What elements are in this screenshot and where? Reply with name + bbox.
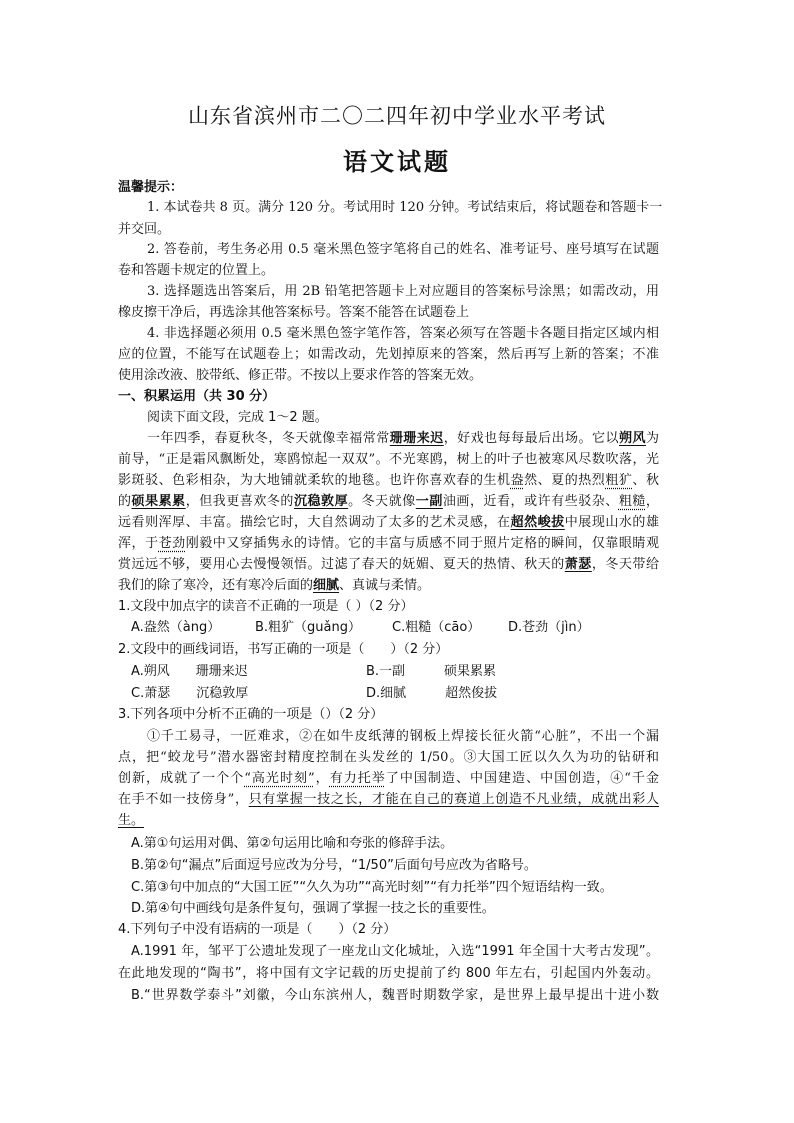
notice-item-2-line-2: 卷和答题卡规定的位置上。	[118, 263, 275, 278]
question-3-passage-line-3: 创新，成就了一个个“高光时刻”，有力托举了中国制造、中国建造、中国创造，④“千金	[118, 771, 659, 786]
question-2-option-d[interactable]: D.细腻 超然俊拔	[366, 686, 498, 701]
notice-item-4-line-3: 使用涂改液、胶带纸、修正带。不按以上要求作答的答案无效。	[118, 368, 483, 383]
notice-item-1-line-1: 1. 本试卷共 8 页。满分 120 分。考试用时 120 分钟。考试结束后，将试题卷和答题卡一	[147, 200, 663, 215]
question-3-option-c[interactable]: C.第③句中加点的“大国工匠”“久久为功”“高光时刻”“有力托举”四个短语结构一致。	[131, 880, 613, 895]
passage-line-2: 前导，“正是霜风飘断处，寒鸥惊起一双双”。不光寒鸥，树上的叶子也被寒风尽数吹落，光	[118, 452, 659, 467]
question-2-option-b[interactable]: B.一副 硕果累累	[366, 664, 497, 679]
notice-item-4-line-1: 4. 非选择题必须用 0.5 毫米黑色签字笔作答，答案必须写在答题卡各题目指定区域内相	[147, 326, 659, 341]
question-1-option-b[interactable]: B.粗犷（guǎng）	[255, 620, 361, 635]
question-1-option-d[interactable]: D.苍劲（jìn）	[508, 620, 590, 635]
passage-line-5: 远看则浑厚、丰富。描绘它时，大自然调动了太多的艺术灵感，在超然峻拔中展现山水的雄	[118, 515, 659, 530]
question-4-stem: 4.下列句子中没有语病的一项是（ ）（2 分）	[118, 922, 397, 937]
question-3-option-d[interactable]: D.第④句中画线句是条件复句，强调了掌握一技之长的重要性。	[131, 901, 495, 916]
passage-line-7: 赏远远不够，要用心去慢慢领悟。过滤了春天的妩媚、夏天的热情、秋天的萧瑟，冬天带给	[118, 557, 659, 572]
question-3-passage-line-2: 点，把“蛟龙号”潜水器密封精度控制在头发丝的 1/50。③大国工匠以久久为功的钻研和	[118, 750, 659, 765]
question-3-option-b[interactable]: B.第②句“漏点”后面逗号应改为分号，“1/50”后面句号应改为省略号。	[131, 858, 537, 873]
notice-item-3-line-1: 3. 选择题选出答案后，用 2B 铅笔把答题卡上对应题目的答案标号涂黑；如需改动，用	[147, 284, 659, 299]
notice-item-4-line-2: 应的位置，不能写在试题卷上；如需改动，先划掉原来的答案，然后再写上新的答案；不准	[118, 347, 659, 362]
notice-item-1-line-2: 并交回。	[118, 222, 171, 237]
question-3-passage-line-4: 在手不如一技傍身”，只有掌握一技之长，才能在自己的赛道上创造不凡业绩，成就出彩人	[118, 792, 659, 807]
question-4-option-b[interactable]: B.“世界数学泰斗”刘徽，今山东滨州人，魏晋时期数学家，是世界上最早提出十进小数	[131, 988, 659, 1003]
passage-line-3: 影斑驳、色彩相杂，为大地铺就柔软的地毯。也许你喜欢春的生机盎然、夏的热烈粗犷、秋	[118, 473, 659, 488]
question-2-option-a[interactable]: A.朔风 珊珊来迟	[131, 664, 248, 679]
section-1-heading: 一、积累运用（共 30 分）	[118, 389, 276, 404]
question-1-option-a[interactable]: A.盎然（àng）	[131, 620, 221, 635]
question-3-stem: 3.下列各项中分析不正确的一项是（）（2 分）	[118, 707, 384, 722]
passage-line-6: 浑，于苍劲刚毅中又穿插隽永的诗情。它的丰富与质感不同于照片定格的瞬间，仅靠眼睛观	[118, 536, 659, 551]
question-1-option-c[interactable]: C.粗糙（cāo）	[392, 620, 481, 635]
question-3-option-a[interactable]: A.第①句运用对偶、第②句运用比喻和夸张的修辞手法。	[131, 836, 454, 851]
question-3-passage-line-1: ①千工易寻，一匠难求，②在如牛皮纸薄的钢板上焊接长征火箭“心脏”，不出一个漏	[147, 729, 659, 744]
passage-line-8: 我们的除了寒冷，还有寒冷后面的细腻、真诚与柔情。	[118, 578, 431, 593]
question-2-stem: 2.文段中的画线词语，书写正确的一项是（ ）（2 分）	[118, 642, 449, 657]
subject-title: 语文试题	[343, 148, 451, 176]
section-1-instruction: 阅读下面文段，完成 1～2 题。	[147, 410, 328, 425]
notice-item-2-line-1: 2. 答卷前，考生务必用 0.5 毫米黑色签字笔将自己的姓名、准考证号、座号填写在试题	[147, 242, 659, 257]
question-1-stem: 1.文段中加点字的读音不正确的一项是（ ）（2 分）	[118, 599, 414, 614]
passage-line-4: 的硕果累累，但我更喜欢冬的沉稳敦厚。冬天就像一副油画，近看，或许有些驳杂、粗糙，	[118, 494, 659, 509]
exam-title: 山东省滨州市二〇二四年初中学业水平考试	[188, 104, 606, 128]
question-3-passage-line-5: 生。	[118, 813, 145, 828]
question-2-option-c[interactable]: C.萧瑟 沉稳敦厚	[131, 686, 249, 701]
notice-heading: 温馨提示：	[118, 180, 184, 195]
question-4-option-a[interactable]: A.1991 年，邹平丁公遗址发现了一座龙山文化城址，入选“1991 年全国十大考古发现”。	[131, 944, 659, 959]
question-4-option-a-line-2: 在此地发现的“陶书”，将中国有文字记载的历史提前了约 800 年左右，引起国内外轰动。	[118, 966, 659, 981]
passage-line-1: 一年四季，春夏秋冬，冬天就像幸福常常珊珊来迟，好戏也每每最后出场。它以朔风为	[147, 431, 659, 446]
notice-item-3-line-2: 橡皮擦干净后，再选涂其他答案标号。答案不能答在试题卷上	[118, 305, 470, 320]
